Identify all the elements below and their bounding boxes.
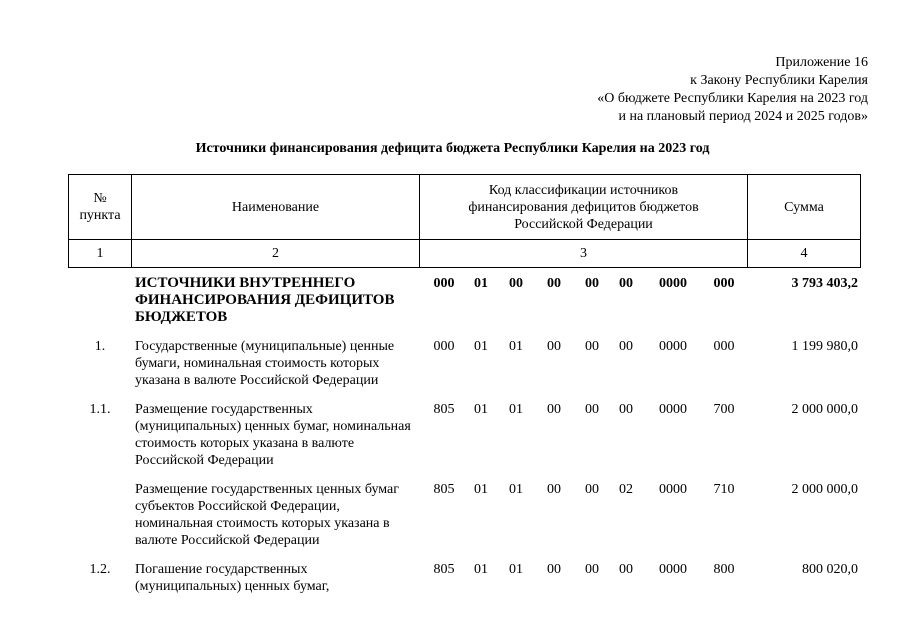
- code-part: 01: [474, 339, 488, 354]
- column-number-3: 3: [420, 240, 748, 268]
- code-part: 00: [547, 482, 561, 497]
- row-sum: 2 000 000,0: [791, 482, 858, 497]
- code-part: 0000: [659, 482, 687, 497]
- code-part: 00: [585, 562, 599, 577]
- row-name: Государственные (муниципальные) ценные бумаги, номинальная стоимость которых указана в валюте Российской Федерации: [135, 339, 395, 388]
- code-part: 00: [619, 562, 633, 577]
- row-sum: 3 793 403,2: [791, 276, 858, 291]
- code-part: 00: [585, 339, 599, 354]
- code-part: 000: [433, 339, 455, 354]
- code-part: 805: [433, 402, 455, 417]
- code-part: 01: [509, 339, 523, 354]
- code-part: 01: [474, 562, 488, 577]
- code-part: 000: [713, 276, 735, 291]
- column-number-1: 1: [69, 240, 132, 268]
- code-part: 805: [433, 482, 455, 497]
- column-header-sum: Сумма: [748, 175, 861, 240]
- code-part: 000: [433, 276, 455, 291]
- code-part: 00: [547, 562, 561, 577]
- annex-line-4: и на плановый период 2024 и 2025 годов»: [618, 109, 868, 124]
- code-part: 00: [547, 402, 561, 417]
- code-part: 800: [713, 562, 735, 577]
- column-header-num: № пункта: [69, 175, 132, 240]
- column-number-4: 4: [748, 240, 861, 268]
- row-number: 1.2.: [89, 562, 111, 577]
- annex-line-2: к Закону Республики Карелия: [690, 73, 868, 88]
- row-number: 1.1.: [89, 402, 111, 417]
- code-part: 01: [509, 402, 523, 417]
- document-title: Источники финансирования дефицита бюджета Республики Карелия на 2023 год: [195, 141, 710, 156]
- code-part: 0000: [659, 562, 687, 577]
- code-part: 02: [619, 482, 633, 497]
- code-part: 710: [713, 482, 735, 497]
- code-part: 00: [619, 339, 633, 354]
- table-header: [68, 174, 861, 268]
- column-header-name: Наименование: [132, 175, 420, 240]
- code-part: 805: [433, 562, 455, 577]
- row-number: 1.: [94, 339, 106, 354]
- row-name: Погашение государственных (муниципальных) ценных бумаг,: [135, 562, 330, 594]
- code-part: 01: [474, 276, 488, 291]
- code-part: 0000: [659, 402, 687, 417]
- code-part: 0000: [659, 339, 687, 354]
- row-sum: 1 199 980,0: [791, 339, 858, 354]
- row-sum: 2 000 000,0: [791, 402, 858, 417]
- code-part: 00: [547, 276, 561, 291]
- code-part: 00: [509, 276, 523, 291]
- code-part: 00: [547, 339, 561, 354]
- code-part: 00: [585, 276, 599, 291]
- annex-line-3: «О бюджете Республики Карелия на 2023 год: [597, 91, 868, 106]
- row-sum: 800 020,0: [802, 562, 858, 577]
- code-part: 01: [509, 482, 523, 497]
- code-part: 00: [585, 482, 599, 497]
- column-header-code: Код классификации источников финансирования дефицитов бюджетов Российской Федерации: [420, 175, 748, 240]
- row-name: Размещение государственных ценных бумаг субъектов Российской Федерации, номинальная стоимость которых указана в валюте Российской Федерации: [135, 482, 400, 548]
- column-number-2: 2: [132, 240, 420, 268]
- code-part: 00: [619, 402, 633, 417]
- code-part: 01: [474, 402, 488, 417]
- code-part: 0000: [659, 276, 687, 291]
- row-name: ИСТОЧНИКИ ВНУТРЕННЕГО ФИНАНСИРОВАНИЯ ДЕФИЦИТОВ БЮДЖЕТОВ: [135, 275, 395, 325]
- code-part: 00: [619, 276, 633, 291]
- annex-line-1: Приложение 16: [775, 55, 868, 70]
- code-part: 700: [713, 402, 735, 417]
- row-name: Размещение государственных (муниципальных) ценных бумаг, номинальная стоимость которых указана в валюте Российской Федерации: [135, 402, 411, 468]
- code-part: 00: [585, 402, 599, 417]
- code-part: 000: [713, 339, 735, 354]
- code-part: 01: [474, 482, 488, 497]
- code-part: 01: [509, 562, 523, 577]
- annex-header: [597, 54, 868, 126]
